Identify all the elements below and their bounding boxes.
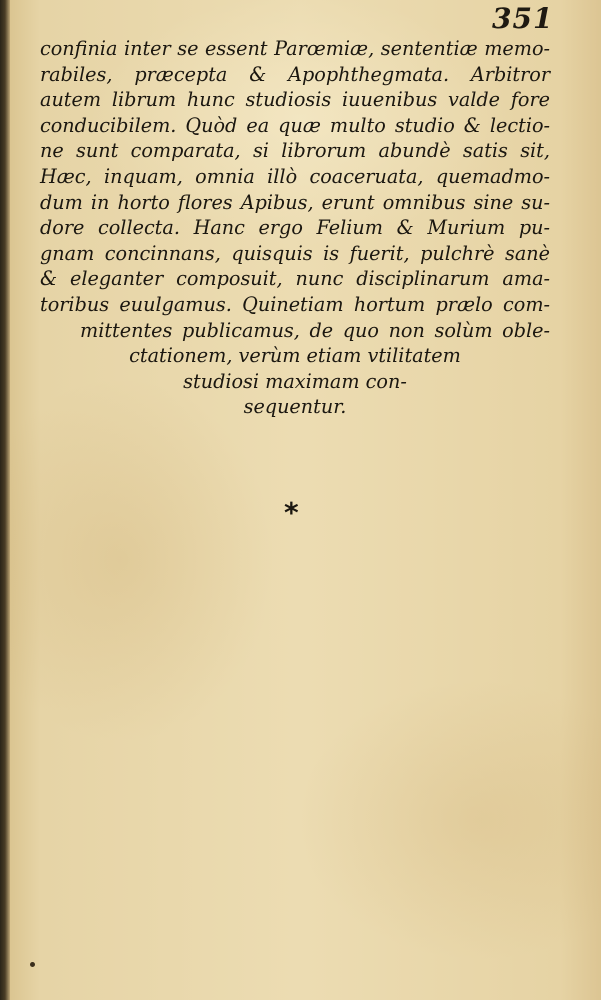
text-line: dum in horto flores Apibus, erunt omnibus sine su- <box>40 190 550 214</box>
text-line: Hæc, inquam, omnia illò coaceruata, quemadmo- <box>40 164 550 188</box>
text-line: ne sunt comparata, si librorum abundè satis sit, <box>40 139 550 163</box>
text-line: conducibilem. Quòd ea quæ multo studio & lectio- <box>40 113 550 137</box>
page-spine-edge <box>0 0 10 1000</box>
page-number: 351 <box>492 2 554 35</box>
text-line: ctationem, verùm etiam vtilitatem <box>129 344 461 368</box>
body-text <box>40 36 550 420</box>
text-line: mittentes publicamus, de quo non solùm oble- <box>80 318 550 342</box>
text-line: studiosi maximam con- <box>183 369 407 393</box>
ink-speck <box>30 962 35 967</box>
text-line: & eleganter composuit, nunc disciplinarum ama- <box>40 267 550 291</box>
text-line: toribus euulgamus. Quinetiam hortum prælo com- <box>40 292 550 316</box>
asterisk-ornament: * <box>284 496 299 529</box>
text-line: rabiles, præcepta & Apophthegmata. Arbitror <box>40 62 550 86</box>
text-line: sequentur. <box>243 395 347 419</box>
text-line: autem librum hunc studiosis iuuenibus valde fore <box>40 88 550 112</box>
text-line: confinia inter se essent Parœmiæ, sententiæ memo- <box>40 37 550 60</box>
text-line: gnam concinnans, quisquis is fuerit, pulchrè sanè <box>40 241 550 265</box>
text-line: dore collecta. Hanc ergo Felium & Murium pu- <box>40 216 550 240</box>
